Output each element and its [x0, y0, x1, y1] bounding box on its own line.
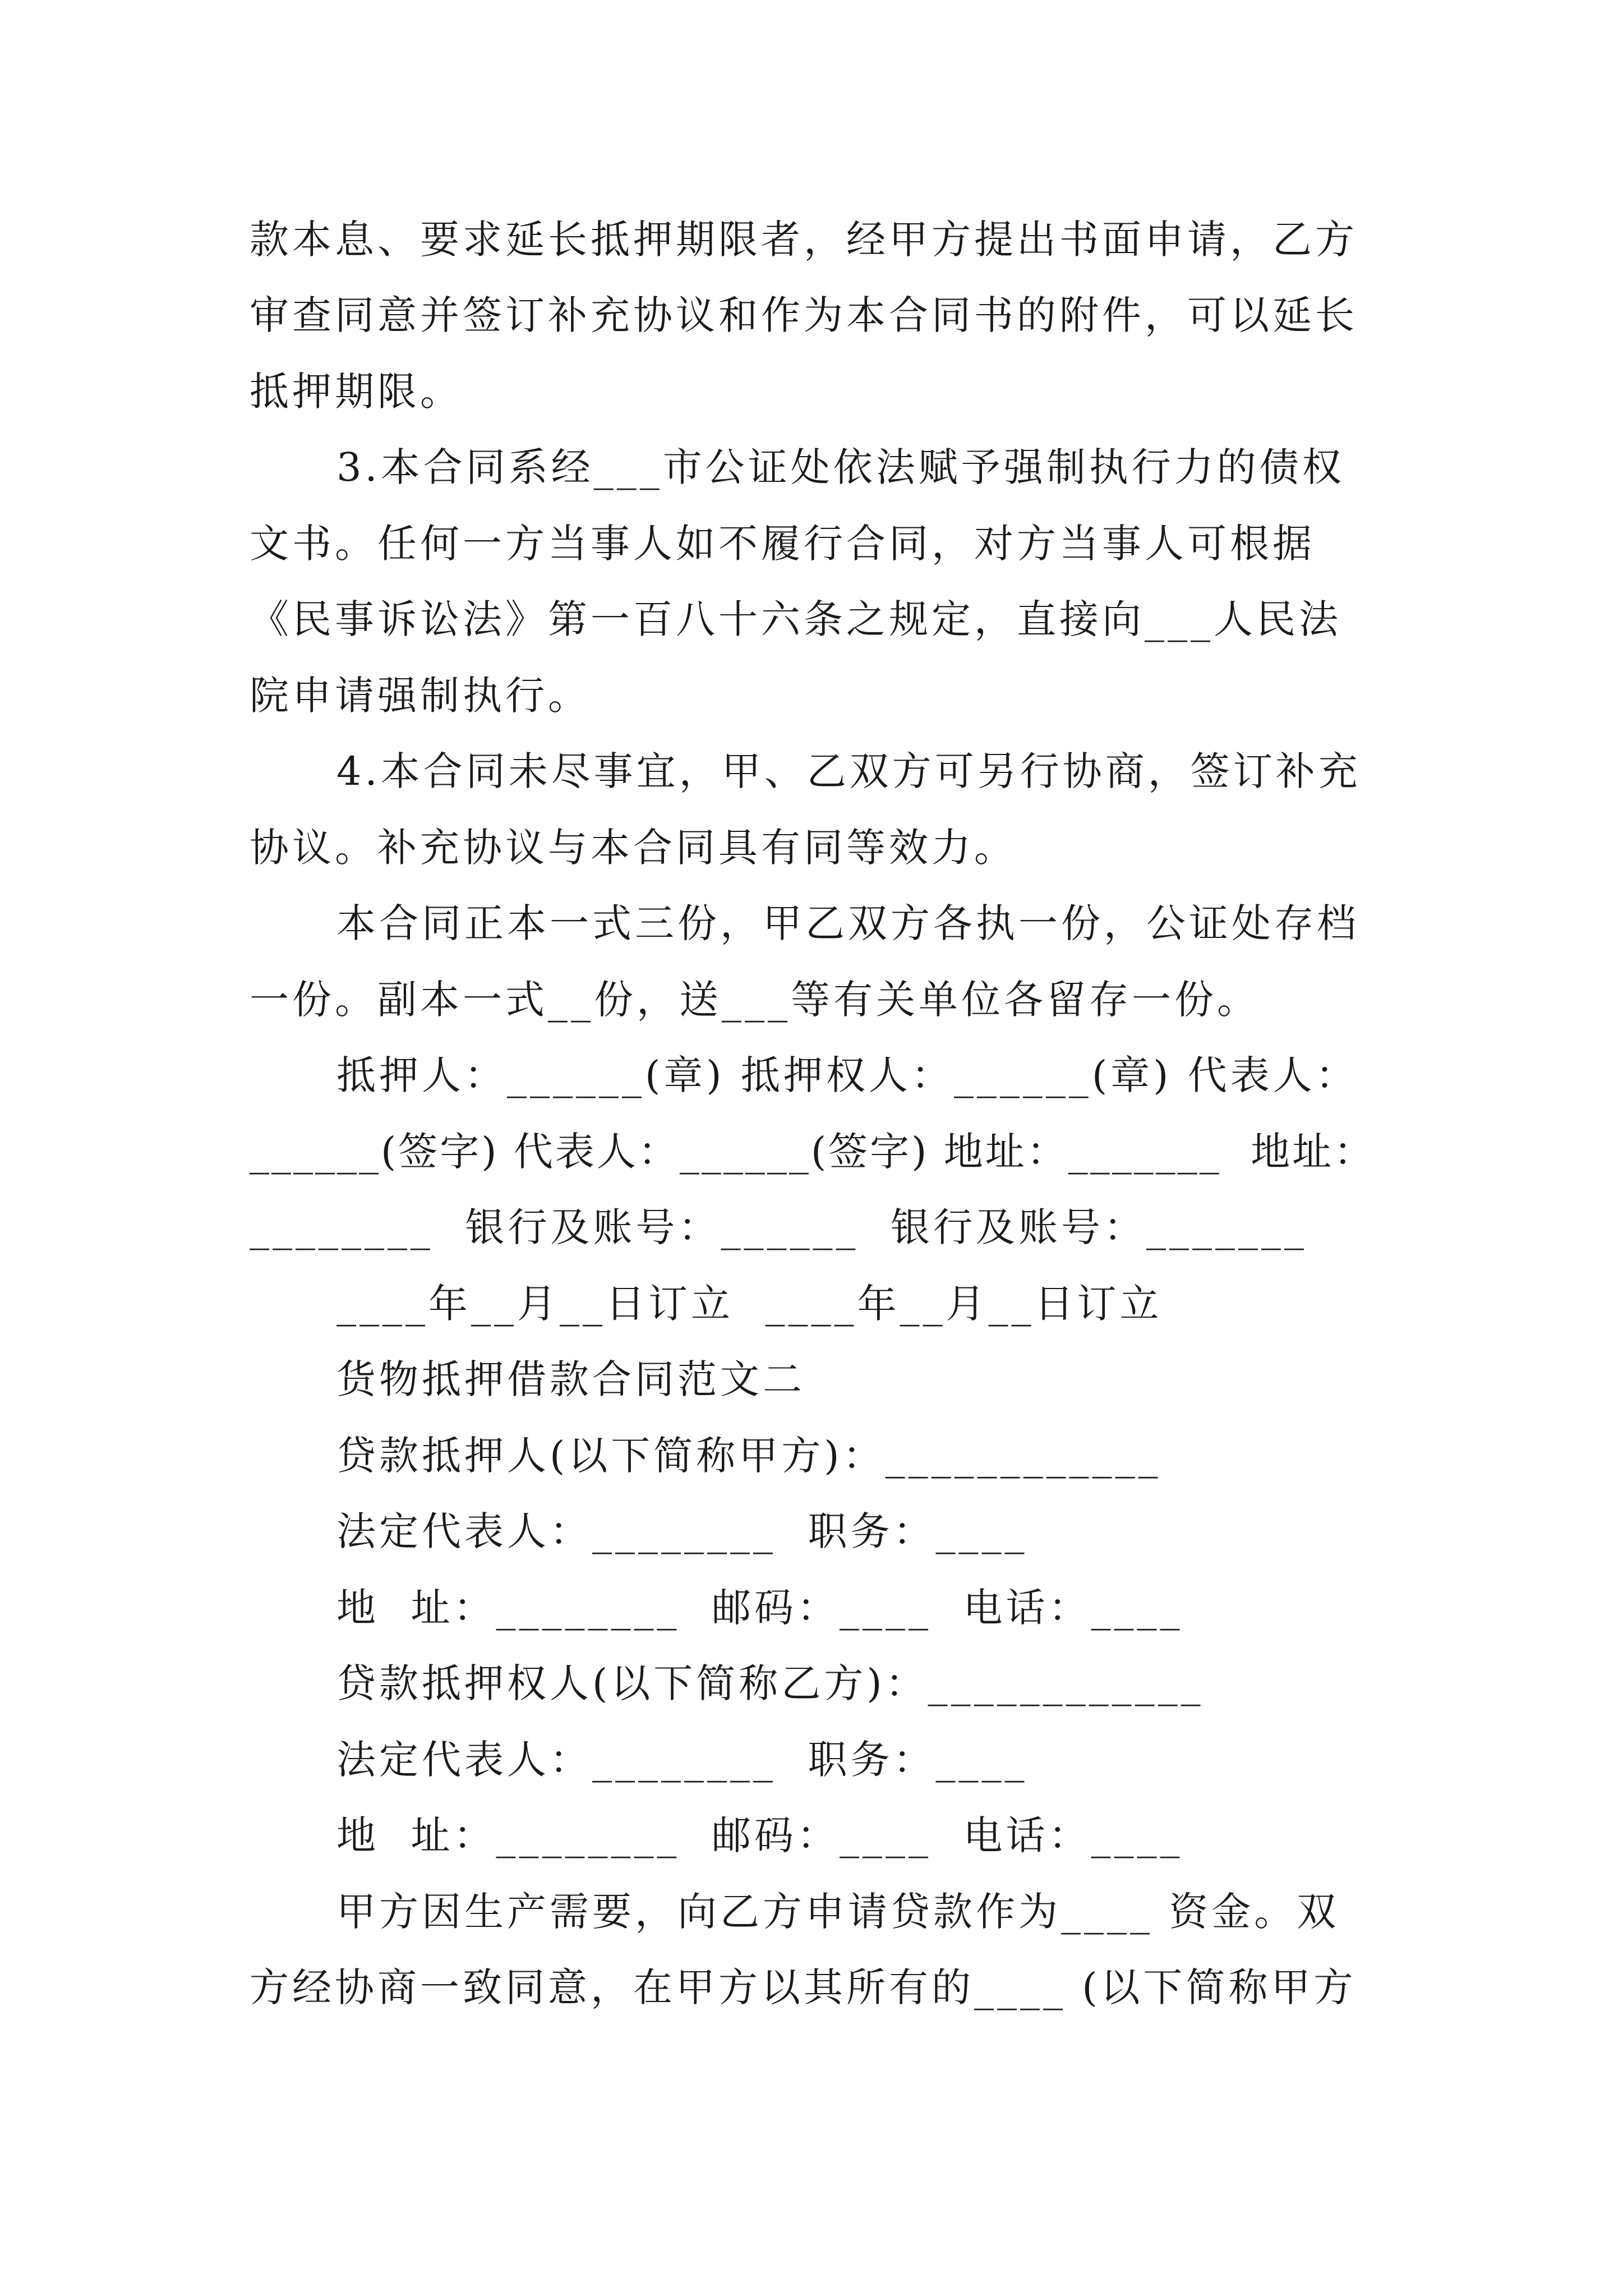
text-line: 地 址：________ 邮码：____ 电话：____ — [336, 1585, 1183, 1631]
text-line: ______(签字) 代表人：______(签字) 地址：_______ 地址： — [250, 1129, 1376, 1175]
text-line: 贷款抵押人(以下简称甲方)：____________ — [336, 1433, 1161, 1479]
text-line: 抵押人：______(章) 抵押权人：______(章) 代表人： — [336, 1052, 1358, 1098]
text-line: 4.本合同未尽事宜，甲、乙双方可另行协商，签订补充 — [336, 748, 1361, 794]
text-line: 法定代表人：________ 职务：____ — [336, 1737, 1028, 1783]
text-line: 文书。任何一方当事人如不履行合同，对方当事人可根据 — [250, 521, 1315, 567]
text-line: 审查同意并签订补充协议和作为本合同书的附件，可以延长 — [250, 292, 1358, 338]
text-line: 地 址：________ 邮码：____ 电话：____ — [336, 1812, 1183, 1858]
text-line: ____年__月__日订立 ____年__月__日订立 — [336, 1281, 1163, 1327]
text-line: 款本息、要求延长抵押期限者，经甲方提出书面申请，乙方 — [250, 217, 1358, 263]
text-line: 协议。补充协议与本合同具有同等效力。 — [250, 825, 1017, 871]
text-line: 本合同正本一式三份，甲乙双方各执一份，公证处存档 — [336, 900, 1359, 946]
section-heading: 货物抵押借款合同范文二 — [336, 1356, 805, 1402]
text-line: 一份。副本一式__份，送___等有关单位各留存一份。 — [250, 977, 1260, 1023]
text-line: 《民事诉讼法》第一百八十六条之规定，直接向___人民法 — [250, 596, 1341, 642]
text-line: 抵押期限。 — [250, 369, 463, 415]
text-line: 3.本合同系经___市公证处依法赋予强制执行力的债权 — [336, 444, 1345, 490]
text-line: 法定代表人：________ 职务：____ — [336, 1508, 1028, 1554]
text-line: 甲方因生产需要，向乙方申请贷款作为____ 资金。双 — [336, 1889, 1340, 1935]
text-line: ________ 银行及账号：______ 银行及账号：_______ — [250, 1204, 1308, 1250]
text-line: 方经协商一致同意，在甲方以其所有的____ (以下简称甲方 — [250, 1964, 1357, 2010]
text-line: 院申请强制执行。 — [250, 673, 591, 719]
text-line: 贷款抵押权人(以下简称乙方)：____________ — [336, 1660, 1204, 1706]
